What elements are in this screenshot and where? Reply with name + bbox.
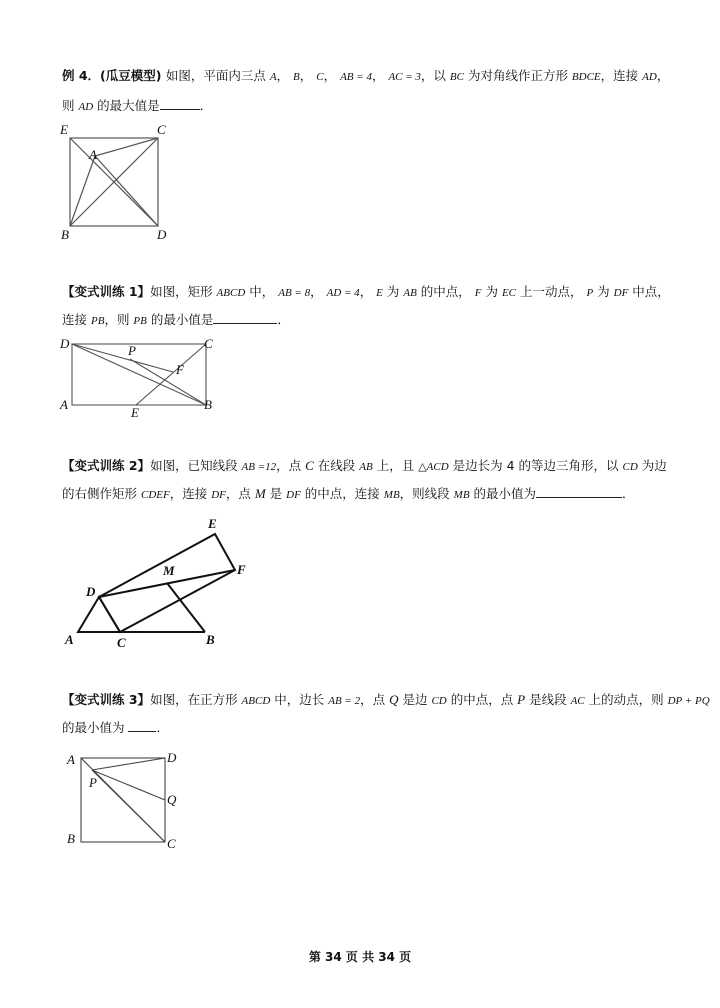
text: 如图，矩形 xyxy=(150,284,217,299)
label-c: C xyxy=(204,336,213,351)
text: ， xyxy=(299,68,317,83)
label-p: P xyxy=(128,343,136,358)
segment-ab xyxy=(70,156,95,226)
text: ， xyxy=(276,68,294,83)
text: ，连接 xyxy=(600,68,643,83)
v2-line-2 xyxy=(62,486,635,503)
text: 上一动点， xyxy=(516,284,587,299)
text: 是线段 xyxy=(525,692,571,707)
text: 中，边长 xyxy=(270,692,329,707)
text: ， xyxy=(656,68,670,83)
math: PB xyxy=(133,315,147,327)
text: 的右侧作矩形 xyxy=(62,486,141,501)
answer-blank xyxy=(160,98,200,110)
math: C xyxy=(305,458,314,473)
text: 为 xyxy=(382,284,404,299)
math: AB xyxy=(359,461,373,473)
math: A xyxy=(269,71,277,83)
triangle-acd xyxy=(78,597,120,632)
math: AD xyxy=(642,71,657,83)
math: P xyxy=(517,692,526,707)
answer-blank xyxy=(536,486,622,498)
math: DF xyxy=(613,287,629,299)
v3-line-1 xyxy=(62,692,710,709)
text: ，则线段 xyxy=(399,486,454,501)
math: EC xyxy=(501,287,517,299)
text: ，点 xyxy=(276,458,306,473)
math: AB = 4 xyxy=(340,71,372,83)
segment-pd xyxy=(92,758,165,770)
text: 的中点，点 xyxy=(446,692,518,707)
math: ABCD xyxy=(216,287,246,299)
text: ． xyxy=(277,312,290,327)
text: 的中点， xyxy=(416,284,475,299)
text: 如图，平面内三点 xyxy=(165,68,270,83)
label-d: D xyxy=(60,336,70,351)
label-b: B xyxy=(204,397,212,412)
v2-line-1 xyxy=(62,458,667,475)
text: ， xyxy=(359,284,377,299)
text: 的最大值是 xyxy=(93,98,160,113)
text: ， xyxy=(371,68,389,83)
math: DF xyxy=(211,489,226,501)
text: ． xyxy=(199,98,213,113)
segment-pb xyxy=(130,359,206,405)
math: M xyxy=(254,486,266,501)
text: ，点 xyxy=(225,486,255,501)
segment-ec xyxy=(136,344,206,405)
math: CDEF xyxy=(140,489,170,501)
math: C xyxy=(316,71,324,83)
text: 连接 xyxy=(62,312,91,327)
segment-df xyxy=(72,344,173,372)
label-d: D xyxy=(157,227,167,242)
label-c: C xyxy=(157,122,166,137)
label-b: B xyxy=(206,632,215,647)
page-footer: 第 34 页 共 34 页 xyxy=(308,950,412,964)
math: AB = 8 xyxy=(278,287,311,299)
math: DP + PQ xyxy=(667,695,710,707)
text: 则 xyxy=(62,98,79,113)
math: MB xyxy=(383,489,400,501)
text: ， xyxy=(310,284,327,299)
text: 如图，已知线段 xyxy=(150,458,242,473)
text: 为 xyxy=(593,284,614,299)
text: 为边 xyxy=(637,458,667,473)
label-c: C xyxy=(117,635,126,650)
label-q: Q xyxy=(167,792,177,807)
label-b: B xyxy=(67,831,75,846)
math: AB xyxy=(403,287,417,299)
text: 是边长为 4 的等边三角形，以 xyxy=(448,458,623,473)
math: PB xyxy=(90,315,105,327)
text: 的最小值为 xyxy=(469,486,537,501)
label-a: A xyxy=(67,752,75,767)
text: ． xyxy=(156,720,169,735)
ex4-figure xyxy=(58,120,178,245)
math: DF xyxy=(286,489,301,501)
math: Q xyxy=(389,692,399,707)
label-a: A xyxy=(60,397,68,412)
text: ， xyxy=(323,68,341,83)
text: 是边 xyxy=(398,692,432,707)
v3-figure xyxy=(60,746,190,856)
v1-line-2 xyxy=(62,312,290,329)
math: AD xyxy=(78,101,94,113)
text: 的最小值为 xyxy=(62,720,129,735)
text: ，连接 xyxy=(169,486,212,501)
ex4-line-2 xyxy=(62,98,212,115)
label-d: D xyxy=(86,584,96,599)
label-f: F xyxy=(176,362,184,377)
math: CD xyxy=(622,461,638,473)
text: 是 xyxy=(265,486,287,501)
math: P xyxy=(586,287,594,299)
text: 为 xyxy=(481,284,502,299)
text: ． xyxy=(622,486,635,501)
label-d: D xyxy=(167,750,177,765)
text: 中点， xyxy=(628,284,670,299)
text: 为对角线作正方形 xyxy=(463,68,572,83)
label-m: M xyxy=(163,563,175,578)
label-a: A xyxy=(65,632,74,647)
segment-pc xyxy=(92,770,165,842)
label-f: F xyxy=(237,562,246,577)
text: ，点 xyxy=(360,692,390,707)
label-p: P xyxy=(89,775,97,790)
v2-figure xyxy=(60,512,260,652)
label-c: C xyxy=(167,836,176,851)
ex4-prefix: 例 4．(瓜豆模型) xyxy=(62,68,166,83)
text: 中， xyxy=(245,284,279,299)
math: AB = 2 xyxy=(328,695,361,707)
label-e: E xyxy=(131,405,139,420)
text: 的最小值是 xyxy=(146,312,214,327)
v1-prefix: 【变式训练 1】 xyxy=(62,284,151,299)
label-a: A xyxy=(89,147,97,162)
v1-figure xyxy=(58,334,223,422)
math: F xyxy=(474,287,482,299)
answer-blank xyxy=(213,312,277,324)
math: AD = 4 xyxy=(326,287,360,299)
math: ABCD xyxy=(241,695,271,707)
math: BC xyxy=(449,71,464,83)
label-e: E xyxy=(208,516,217,531)
math: E xyxy=(376,287,383,299)
text: 在线段 xyxy=(313,458,360,473)
text: 上的动点，则 xyxy=(584,692,668,707)
text: 上，且 xyxy=(372,458,419,473)
math: B xyxy=(293,71,300,83)
math: AC = 3 xyxy=(388,71,421,83)
math: CD xyxy=(431,695,447,707)
text: ，以 xyxy=(420,68,450,83)
text: 的中点，连接 xyxy=(300,486,384,501)
text: 如图，在正方形 xyxy=(150,692,242,707)
v2-prefix: 【变式训练 2】 xyxy=(62,458,151,473)
math: MB xyxy=(453,489,470,501)
answer-blank xyxy=(128,720,156,732)
math: △ACD xyxy=(418,461,449,473)
math: AB =12 xyxy=(241,461,277,473)
segment-pq xyxy=(92,770,165,800)
ex4-line-1 xyxy=(62,68,669,85)
v1-line-1 xyxy=(62,284,670,301)
v3-prefix: 【变式训练 3】 xyxy=(62,692,151,707)
diagonal-db xyxy=(72,344,206,405)
v3-line-2 xyxy=(62,720,169,736)
label-e: E xyxy=(60,122,68,137)
text: ，则 xyxy=(104,312,134,327)
math: AC xyxy=(570,695,585,707)
label-b: B xyxy=(61,227,69,242)
math: BDCE xyxy=(571,71,601,83)
